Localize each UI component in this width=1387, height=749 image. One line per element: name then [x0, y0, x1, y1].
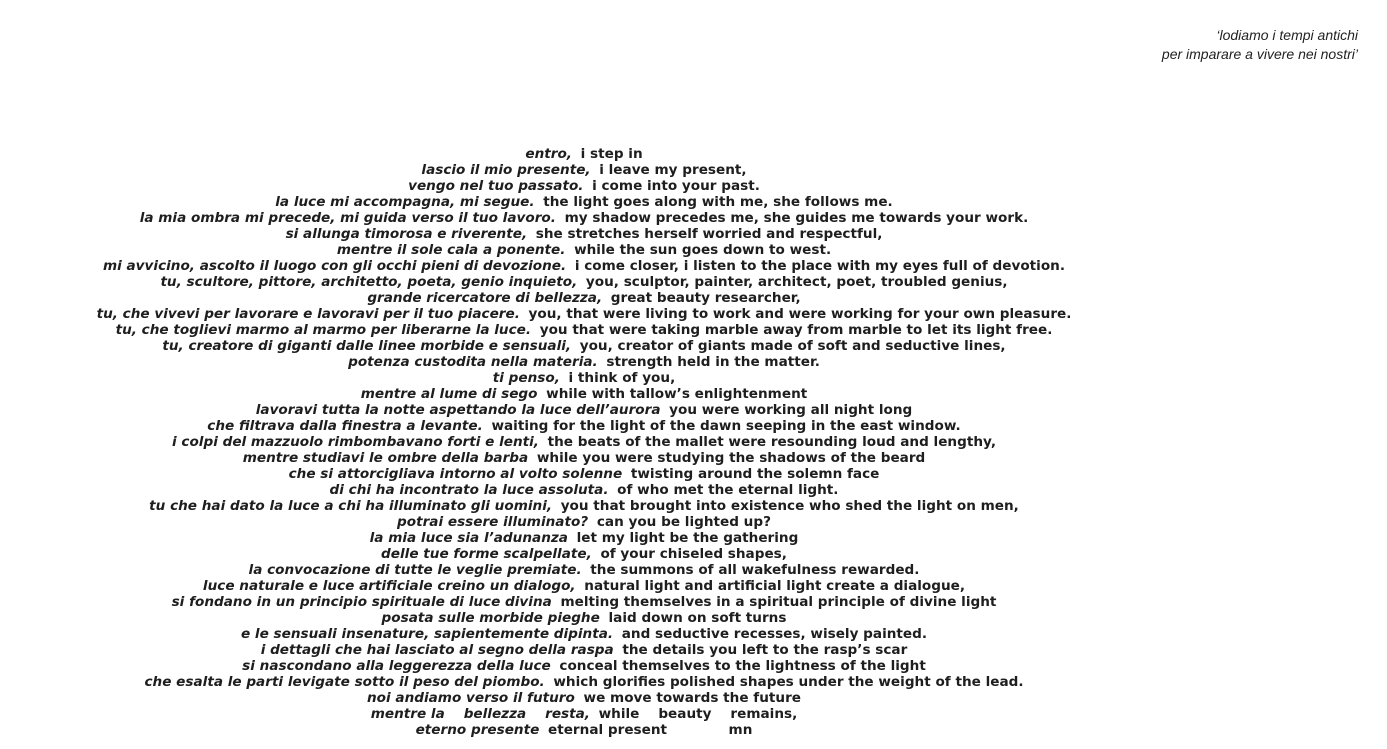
italian-verse: tu, scultore, pittore, architetto, poeta, genio inquieto,: [160, 274, 578, 290]
italian-verse: lavoravi tutta la notte aspettando la luce dell’aurora: [255, 402, 661, 418]
poem-line: [0, 706, 1168, 722]
english-verse: the beats of the mallet were resounding loud and lengthy,: [547, 434, 996, 450]
poem-line: [0, 146, 1168, 162]
poem-line: [0, 466, 1168, 482]
italian-verse: tu che hai dato la luce a chi ha illuminato gli uomini,: [149, 498, 553, 514]
poem-line: [0, 402, 1168, 418]
english-verse: i come into your past.: [592, 178, 760, 194]
english-verse: you were working all night long: [669, 402, 913, 418]
english-verse: melting themselves in a spiritual principle of divine light: [560, 594, 997, 610]
epigraph-line-1: ‘lodiamo i tempi antichi: [1216, 27, 1358, 43]
english-verse: the details you left to the rasp’s scar: [622, 642, 908, 658]
english-verse: strength held in the matter.: [606, 354, 820, 370]
poem-line: [0, 354, 1168, 370]
poem-line: [0, 242, 1168, 258]
italian-verse: vengo nel tuo passato.: [408, 178, 584, 194]
italian-verse: e le sensuali insenature, sapientemente dipinta.: [240, 626, 614, 642]
italian-verse: i dettagli che hai lasciato al segno della raspa: [260, 642, 614, 658]
poem-line: [0, 322, 1168, 338]
poem-line: [0, 498, 1168, 514]
english-verse: can you be lighted up?: [596, 514, 771, 530]
poem-line: [0, 370, 1168, 386]
english-verse: i step in: [580, 146, 643, 162]
poem-line: [0, 306, 1168, 322]
english-verse: which glorifies polished shapes under the weight of the lead.: [553, 674, 1024, 690]
italian-verse: la luce mi accompagna, mi segue.: [275, 194, 535, 210]
italian-verse: la mia luce sia l’adunanza: [369, 530, 568, 546]
italian-verse: tu, che vivevi per lavorare e lavoravi per il tuo piacere.: [96, 306, 520, 322]
english-verse: while the sun goes down to west.: [574, 242, 832, 258]
poem-line: [0, 178, 1168, 194]
poem-line: [0, 562, 1168, 578]
english-verse: great beauty researcher,: [610, 290, 801, 306]
english-verse: the summons of all wakefulness rewarded.: [590, 562, 920, 578]
poem-line: [0, 610, 1168, 626]
english-verse: my shadow precedes me, she guides me towards your work.: [564, 210, 1029, 226]
italian-verse: che si attorcigliava intorno al volto solenne: [288, 466, 623, 482]
italian-verse: potenza custodita nella materia.: [348, 354, 598, 370]
poem-line: [0, 338, 1168, 354]
poem-line: [0, 386, 1168, 402]
italian-verse: mi avvicino, ascolto il luogo con gli occhi pieni di devozione.: [102, 258, 567, 274]
poem-line: [0, 690, 1168, 706]
poem-line: [0, 290, 1168, 306]
italian-verse: si nascondano alla leggerezza della luce: [242, 658, 551, 674]
italian-verse: lascio il mio presente,: [421, 162, 591, 178]
italian-verse: mentre al lume di sego: [360, 386, 538, 402]
italian-verse: mentre il sole cala a ponente.: [336, 242, 566, 258]
italian-verse: la convocazione di tutte le veglie premiate.: [248, 562, 582, 578]
italian-verse: di chi ha incontrato la luce assoluta.: [329, 482, 609, 498]
italian-verse: tu, che toglievi marmo al marmo per liberarne la luce.: [115, 322, 532, 338]
italian-verse: luce naturale e luce artificiale creino un dialogo,: [202, 578, 576, 594]
poem-line: [0, 658, 1168, 674]
poem-line: [0, 418, 1168, 434]
poem-line: [0, 162, 1168, 178]
english-verse: and seductive recesses, wisely painted.: [621, 626, 928, 642]
english-verse: of who met the eternal light.: [617, 482, 839, 498]
english-verse: you, that were living to work and were working for your own pleasure.: [528, 306, 1072, 322]
english-verse: i think of you,: [568, 370, 676, 386]
poem-line: [0, 258, 1168, 274]
english-verse: eternal present mn: [548, 722, 753, 738]
poem-line: [0, 722, 1168, 738]
italian-verse: mentre studiavi le ombre della barba: [242, 450, 529, 466]
english-verse: you that brought into existence who shed the light on men,: [560, 498, 1019, 514]
poem-line: [0, 210, 1168, 226]
english-verse: the light goes along with me, she follows me.: [543, 194, 893, 210]
poem-line: [0, 546, 1168, 562]
english-verse: you, creator of giants made of soft and seductive lines,: [579, 338, 1006, 354]
english-verse: natural light and artificial light create a dialogue,: [584, 578, 966, 594]
english-verse: let my light be the gathering: [576, 530, 799, 546]
english-verse: waiting for the light of the dawn seeping in the east window.: [491, 418, 961, 434]
poem-line: [0, 274, 1168, 290]
epigraph: [1162, 26, 1358, 64]
poem-line: [0, 434, 1168, 450]
italian-verse: che esalta le parti levigate sotto il peso del piombo.: [144, 674, 545, 690]
italian-verse: si allunga timorosa e riverente,: [285, 226, 528, 242]
english-verse: laid down on soft turns: [608, 610, 787, 626]
english-verse: while beauty remains,: [598, 706, 798, 722]
italian-verse: potrai essere illuminato?: [397, 514, 589, 530]
english-verse: while with tallow’s enlightenment: [546, 386, 808, 402]
epigraph-line-2: per imparare a vivere nei nostri’: [1161, 46, 1358, 62]
italian-verse: i colpi del mazzuolo rimbombavano forti e lenti,: [172, 434, 539, 450]
english-verse: you, sculptor, painter, architect, poet, troubled genius,: [585, 274, 1008, 290]
poem-line: [0, 226, 1168, 242]
italian-verse: mentre la bellezza resta,: [370, 706, 590, 722]
italian-verse: che filtrava dalla finestra a levante.: [207, 418, 483, 434]
english-verse: she stretches herself worried and respectful,: [535, 226, 883, 242]
poem-line: [0, 674, 1168, 690]
english-verse: you that were taking marble away from marble to let its light free.: [539, 322, 1053, 338]
italian-verse: entro,: [525, 146, 572, 162]
poem-line: [0, 194, 1168, 210]
poem-line: [0, 450, 1168, 466]
poem: [0, 146, 1168, 738]
poem-line: [0, 642, 1168, 658]
poem-line: [0, 594, 1168, 610]
italian-verse: grande ricercatore di bellezza,: [367, 290, 603, 306]
poem-line: [0, 530, 1168, 546]
italian-verse: eterno presente: [415, 722, 540, 738]
poem-line: [0, 482, 1168, 498]
italian-verse: delle tue forme scalpellate,: [381, 546, 592, 562]
english-verse: we move towards the future: [583, 690, 801, 706]
italian-verse: posata sulle morbide pieghe: [381, 610, 600, 626]
english-verse: i leave my present,: [599, 162, 747, 178]
english-verse: while you were studying the shadows of the beard: [536, 450, 926, 466]
english-verse: i come closer, i listen to the place with my eyes full of devotion.: [574, 258, 1066, 274]
english-verse: conceal themselves to the lightness of the light: [559, 658, 926, 674]
italian-verse: la mia ombra mi precede, mi guida verso il tuo lavoro.: [139, 210, 556, 226]
english-verse: twisting around the solemn face: [630, 466, 880, 482]
italian-verse: noi andiamo verso il futuro: [366, 690, 575, 706]
poem-line: [0, 578, 1168, 594]
italian-verse: tu, creatore di giganti dalle linee morbide e sensuali,: [162, 338, 572, 354]
italian-verse: si fondano in un principio spirituale di luce divina: [171, 594, 552, 610]
poem-line: [0, 626, 1168, 642]
italian-verse: ti penso,: [492, 370, 560, 386]
english-verse: of your chiseled shapes,: [600, 546, 787, 562]
poem-line: [0, 514, 1168, 530]
